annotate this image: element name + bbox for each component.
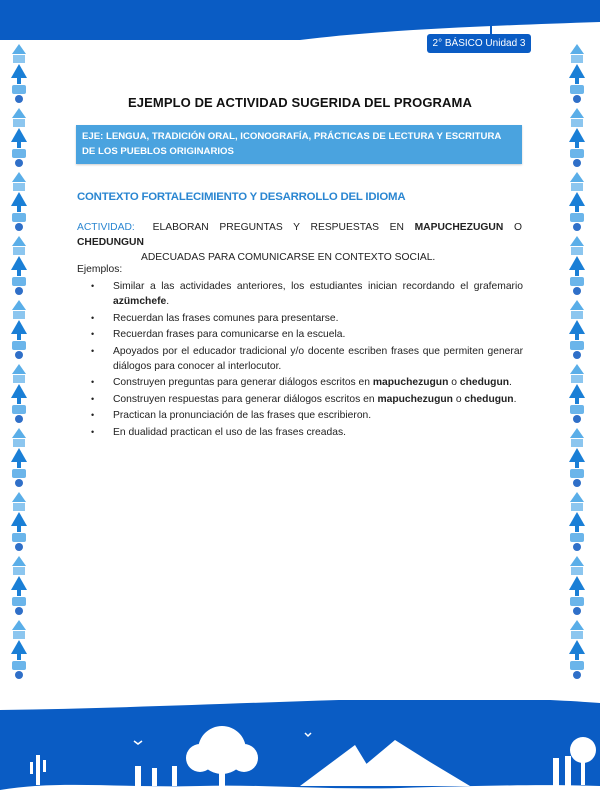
- list-item: • Recuerdan las frases comunes para presentarse.: [77, 311, 523, 326]
- bullet-icon: •: [91, 329, 95, 340]
- landscape-illustration-icon: [0, 700, 600, 800]
- bullet-icon: •: [91, 426, 95, 437]
- bullet-icon: •: [91, 281, 95, 291]
- list-item: • Similar a las actividades anteriores, los estudiantes inician recordando el grafemario azümchefe.: [91, 281, 523, 308]
- context-heading: CONTEXTO FORTALECIMIENTO Y DESARROLLO DEL IDIOMA: [77, 191, 406, 203]
- activity-label: ACTIVIDAD:: [77, 222, 135, 233]
- list-item: • Practican la pronunciación de las frases que escribieron.: [77, 408, 523, 423]
- activity-line-2: ADECUADAS PARA COMUNICARSE EN CONTEXTO SOCIAL.: [141, 252, 436, 263]
- bullet-icon: •: [91, 377, 95, 388]
- list-item: • Construyen preguntas para generar diálogos escritos en mapuchezugun o chedugun.: [77, 375, 523, 390]
- examples-label: Ejemplos:: [77, 264, 123, 275]
- decorative-border-right-icon: [566, 42, 588, 682]
- page-title: EJEMPLO DE ACTIVIDAD SUGERIDA DEL PROGRAMA: [128, 95, 472, 110]
- bullet-icon: •: [91, 345, 95, 356]
- eje-box: EJE: LENGUA, TRADICIÓN ORAL, ICONOGRAFÍA, PRÁCTICAS DE LECTURA Y ESCRITURA DE LOS PUEBLOS ORIGINARIOS: [76, 125, 522, 164]
- bullet-icon: •: [91, 393, 95, 404]
- activity-block: [77, 220, 522, 265]
- examples-list: [77, 279, 523, 441]
- list-item: • Construyen respuestas para generar diálogos escritos en mapuchezugun o chedugun.: [77, 392, 523, 407]
- list-item: • En dualidad practican el uso de las frases creadas.: [77, 425, 523, 440]
- unit-badge: 2° BÁSICO Unidad 3: [427, 34, 531, 53]
- list-item: • Recuerdan frases para comunicarse en la escuela.: [77, 327, 523, 342]
- bullet-icon: •: [91, 312, 95, 323]
- bullet-icon: •: [91, 410, 95, 421]
- list-item: • Apoyados por el educador tradicional y/o docente escriben frases que permiten generar diálogos para conocer al interlocutor.: [91, 345, 523, 372]
- activity-line-1: ACTIVIDAD: ELABORAN PREGUNTAS Y RESPUESTAS EN MAPUCHEZUGUN O CHEDUNGUN: [77, 222, 522, 248]
- decorative-border-left-icon: [8, 42, 30, 682]
